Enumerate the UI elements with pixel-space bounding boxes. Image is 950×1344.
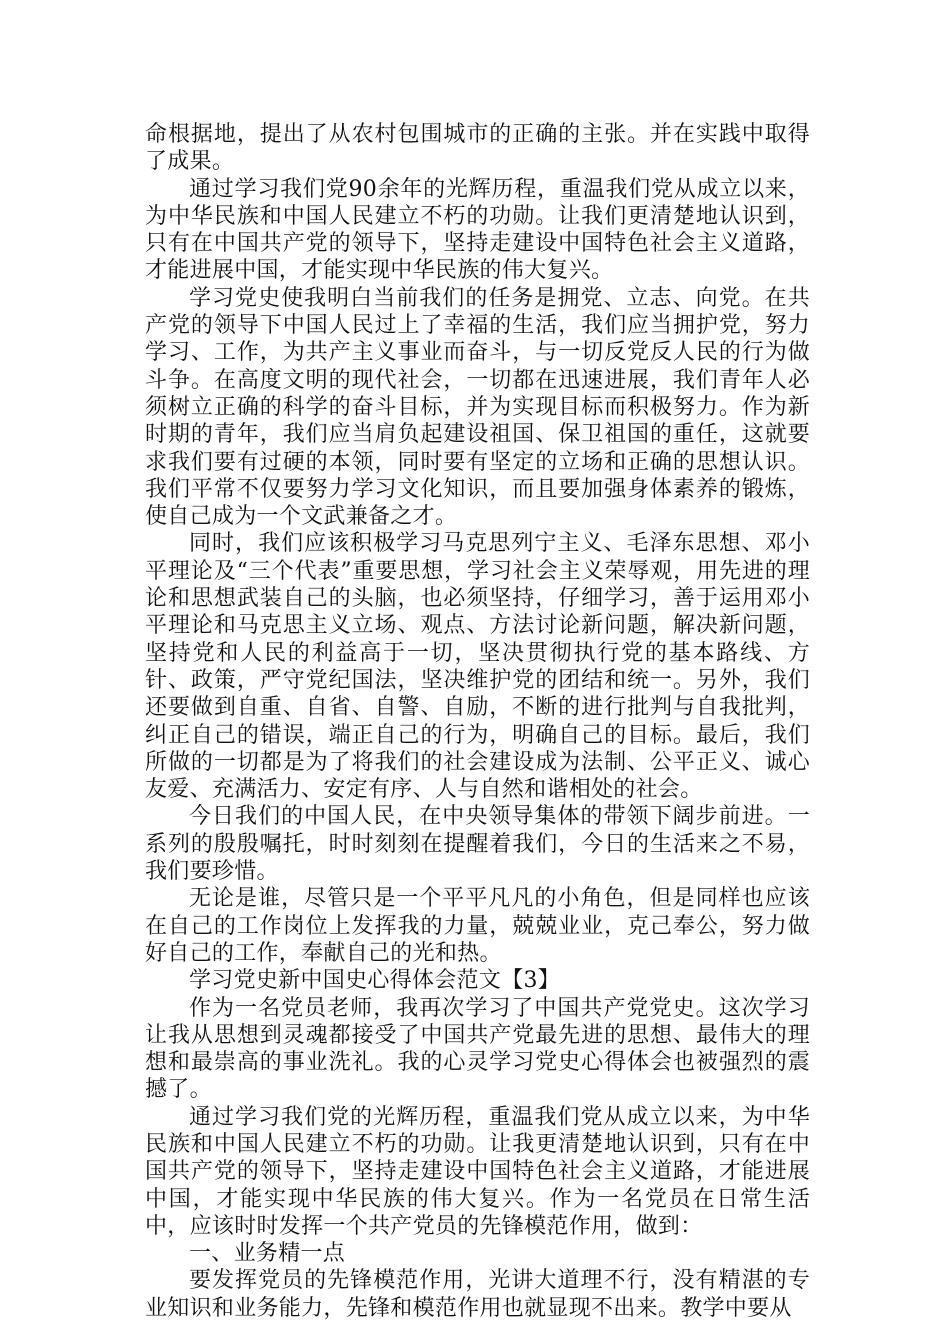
paragraph-5: 今日我们的中国人民，在中央领导集体的带领下阔步前进。一系列的殷殷嘱托，时时刻刻在提醒着我们，今日的生活来之不易，我们要珍惜。: [145, 804, 810, 885]
paragraph-7: 作为一名党员老师，我再次学习了中国共产党党史。这次学习让我从思想到灵魂都接受了中国共产党最先进的思想、最伟大的理想和最崇高的事业洗礼。我的心灵学习党史心得体会也被强烈的震撼了。: [145, 995, 810, 1103]
paragraph-1: 命根据地，提出了从农村包围城市的正确的主张。并在实践中取得了成果。: [145, 122, 810, 175]
document-body: [145, 121, 810, 1322]
paragraph-4: 同时，我们应该积极学习马克思列宁主义、毛泽东思想、邓小平理论及“三个代表”重要思想，学习社会主义荣辱观，用先进的理论和思想武装自己的头脑，也必须坚持，仔细学习，善于运用邓小平理论和马克思主义立场、观点、方法讨论新问题，解决新问题，坚持党和人民的利益高于一切，坚决贯彻执行党的基本路线、方针、政策，严守党纪国法，坚决维护党的团结和统一。另外，我们还要做到自重、自省、自警、自励，不断的进行批判与自我批判，纠正自己的错误，端正自己的行为，明确自己的目标。最后，我们所做的一切都是为了将我们的社会建设成为法制、公平正义、诚心友爱、充满活力、安定有序、人与自然和谐相处的社会。: [145, 531, 810, 803]
paragraph-2: 通过学习我们党90余年的光辉历程，重温我们党从成立以来，为中华民族和中国人民建立不朽的功勋。让我们更清楚地认识到，只有在中国共产党的领导下，坚持走建设中国特色社会主义道路，才能进展中国，才能实现中华民族的伟大复兴。: [145, 176, 810, 284]
paragraph-8: 通过学习我们党的光辉历程，重温我们党从成立以来，为中华民族和中国人民建立不朽的功勋。让我更清楚地认识到，只有在中国共产党的领导下，坚持走建设中国特色社会主义道路，才能进展中国，才能实现中华民族的伟大复兴。作为一名党员在日常生活中，应该时时发挥一个共产党员的先锋模范作用，做到：: [145, 1104, 810, 1239]
paragraph-6: 无论是谁，尽管只是一个平平凡凡的小角色，但是同样也应该在自己的工作岗位上发挥我的力量，兢兢业业，克己奉公，努力做好自己的工作，奉献自己的光和热。: [145, 886, 810, 966]
paragraph-9: 要发挥党员的先锋模范作用，光讲大道理不行，没有精湛的专业知识和业务能力，先锋和模范作用也就显现不出来。教学中要从: [145, 1268, 810, 1321]
section-title: 学习党史新中国史心得体会范文【3】: [189, 968, 561, 994]
subheading: 一、业务精一点: [189, 1241, 346, 1267]
paragraph-3: 学习党史使我明白当前我们的任务是拥党、立志、向党。在共产党的领导下中国人民过上了幸福的生活，我们应当拥护党，努力学习、工作，为共产主义事业而奋斗，与一切反党反人民的行为做斗争。在高度文明的现代社会，一切都在迅速进展，我们青年人必须树立正确的科学的奋斗目标，并为实现目标而积极努力。作为新时期的青年，我们应当肩负起建设祖国、保卫祖国的重任，这就要求我们要有过硬的本领，同时要有坚定的立场和正确的思想认识。我们平常不仅要努力学习文化知识，而且要加强身体素养的锻炼，使自己成为一个文武兼备之才。: [145, 285, 810, 530]
